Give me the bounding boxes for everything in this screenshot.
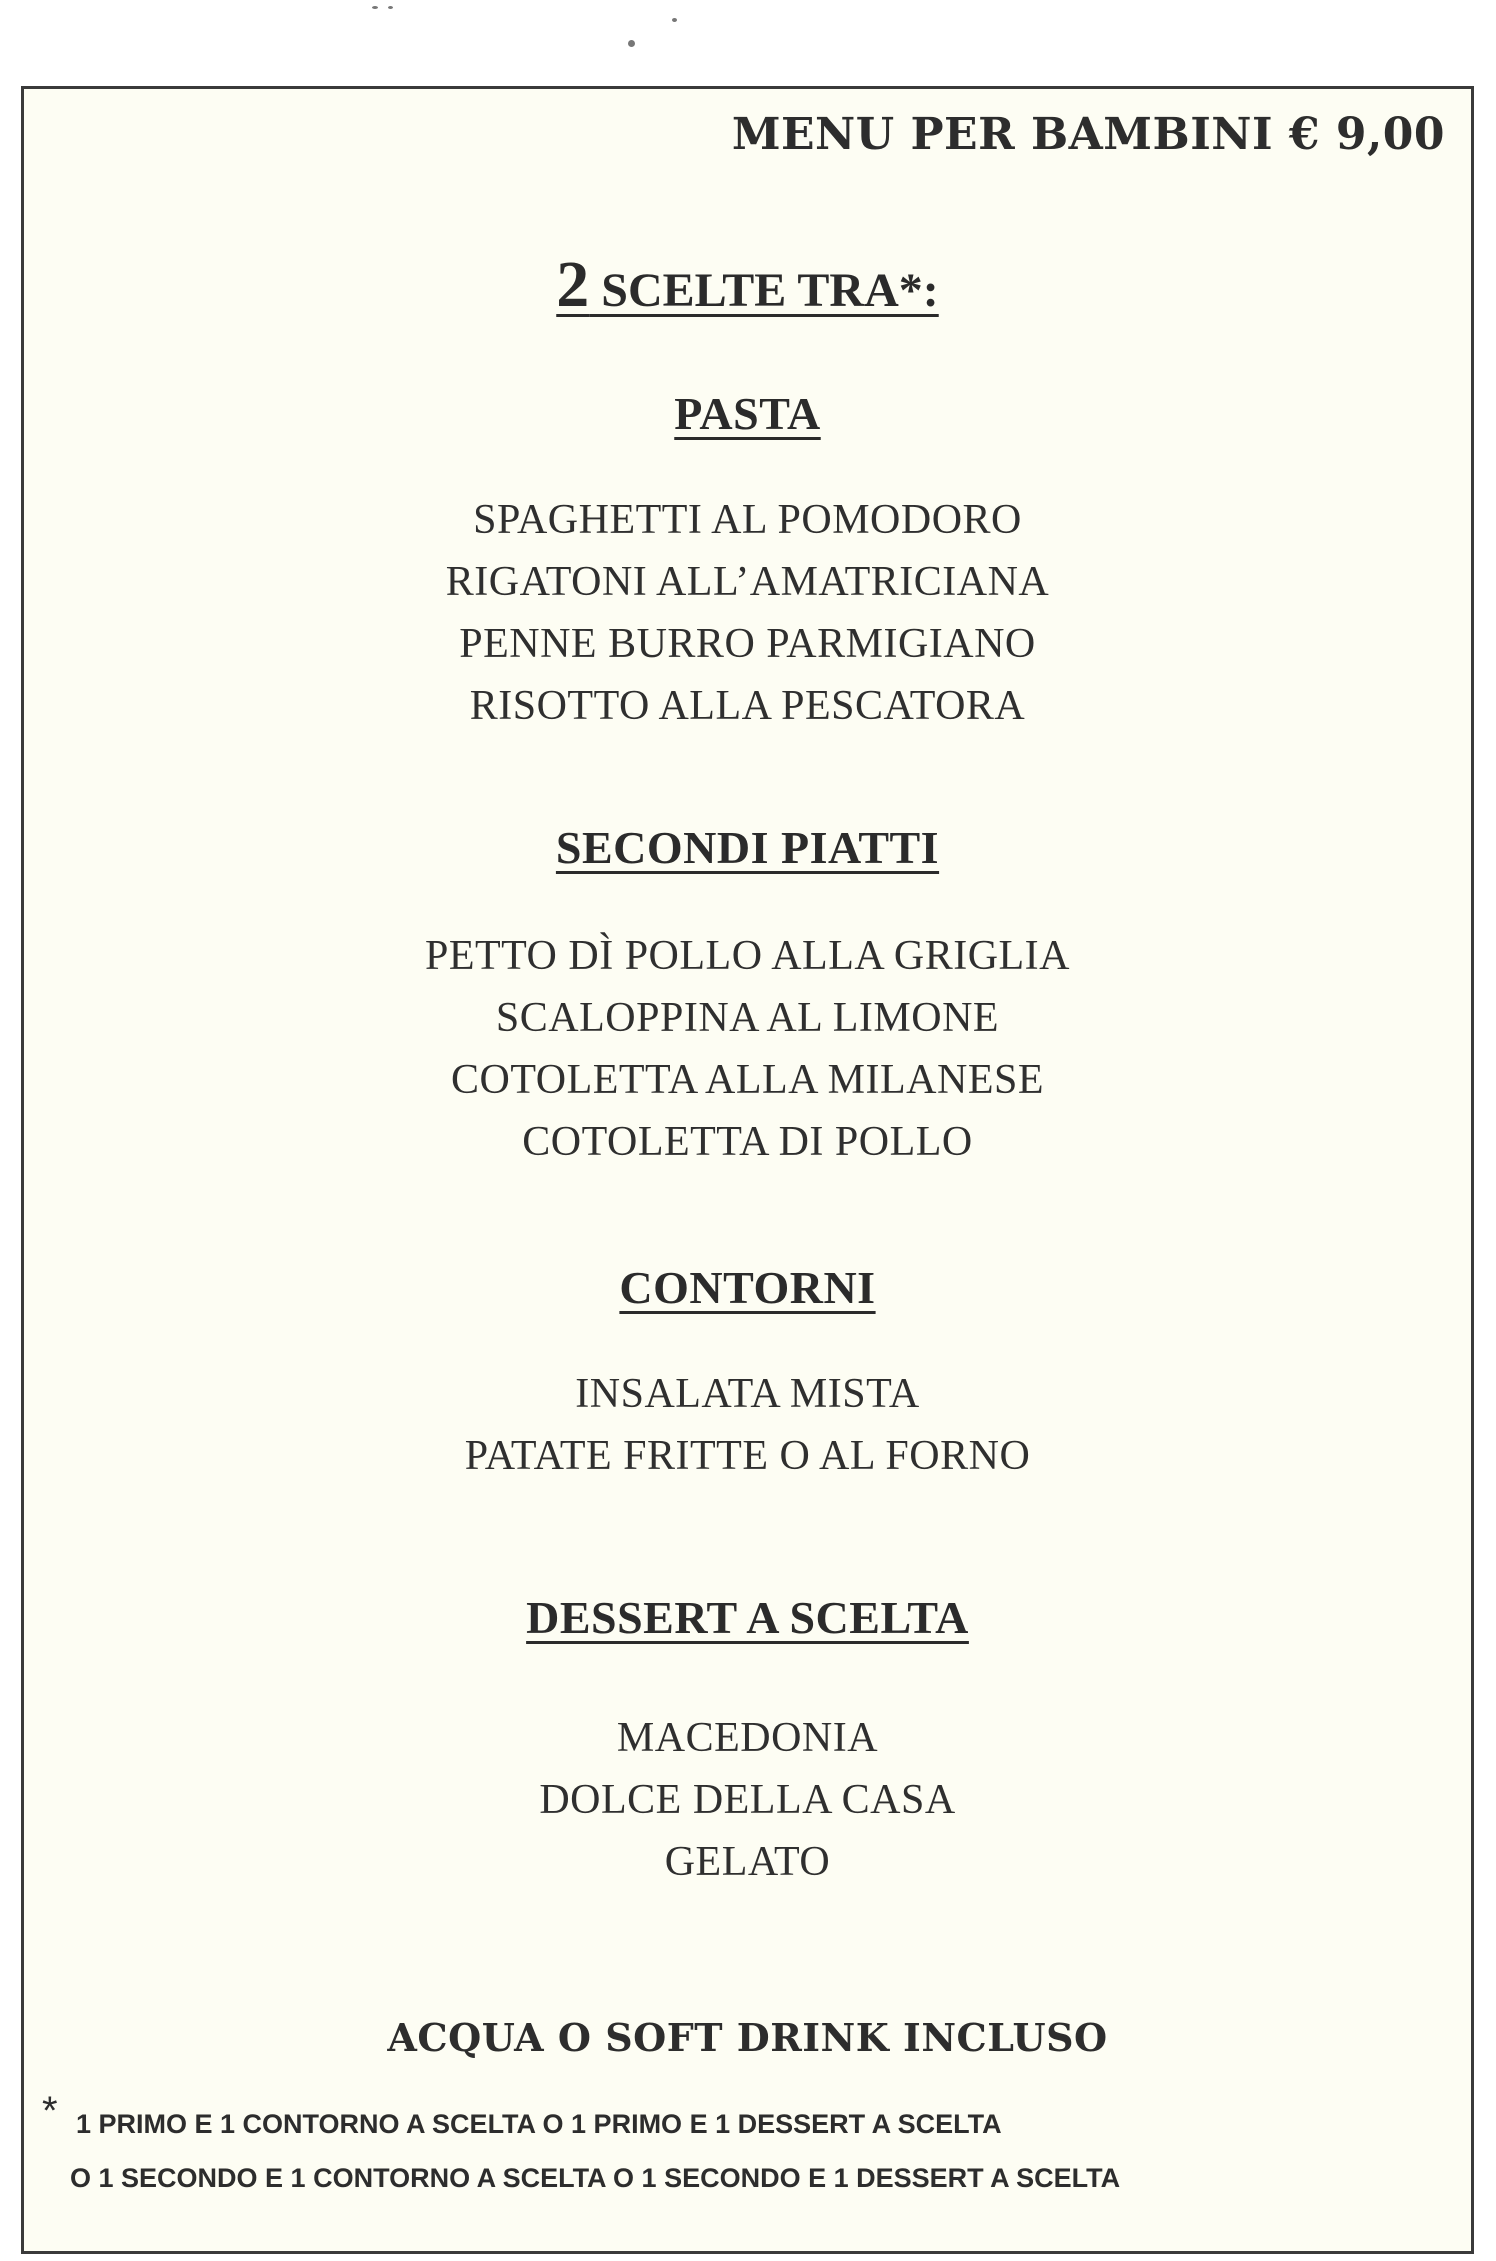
- choice-text: SCELTE TRA*:: [589, 264, 939, 317]
- menu-item: INSALATA MISTA: [575, 1371, 920, 1417]
- menu-item: SCALOPPINA AL LIMONE: [495, 995, 1000, 1041]
- menu-item: PATATE FRITTE O AL FORNO: [464, 1433, 1031, 1479]
- section-heading-secondi: SECONDI PIATTI: [555, 822, 940, 873]
- menu-page: [21, 86, 1474, 2254]
- contorni-list: [24, 1363, 1471, 1487]
- section-heading-dessert: DESSERT A SCELTA: [526, 1592, 969, 1643]
- choice-heading: [24, 247, 1471, 323]
- menu-item: DOLCE DELLA CASA: [539, 1777, 956, 1823]
- menu-item: MACEDONIA: [616, 1715, 879, 1761]
- menu-item: RISOTTO ALLA PESCATORA: [469, 683, 1026, 729]
- menu-item: COTOLETTA DI POLLO: [522, 1119, 973, 1165]
- dessert-list: [24, 1707, 1471, 1893]
- section-heading-contorni: CONTORNI: [619, 1262, 876, 1313]
- menu-item: PETTO DÌ POLLO ALLA GRIGLIA: [424, 933, 1071, 979]
- menu-item: COTOLETTA ALLA MILANESE: [451, 1057, 1044, 1103]
- footnote-line-1: 1 PRIMO E 1 CONTORNO A SCELTA O 1 PRIMO E 1 DESSERT A SCELTA: [76, 2109, 1002, 2139]
- menu-item: GELATO: [664, 1839, 831, 1885]
- menu-item: RIGATONI ALL’AMATRICIANA: [445, 559, 1050, 605]
- section-heading-pasta: PASTA: [674, 388, 821, 439]
- choice-number: 2: [556, 248, 590, 321]
- menu-item: SPAGHETTI AL POMODORO: [473, 497, 1022, 543]
- pasta-list: [24, 489, 1471, 737]
- drinks-included-note: ACQUA O SOFT DRINK INCLUSO: [387, 2015, 1108, 2060]
- footnote-line-2: O 1 SECONDO E 1 CONTORNO A SCELTA O 1 SECONDO E 1 DESSERT A SCELTA: [70, 2163, 1121, 2193]
- secondi-list: [24, 925, 1471, 1173]
- menu-item: PENNE BURRO PARMIGIANO: [459, 621, 1036, 667]
- footnote-marker: *: [42, 2089, 58, 2133]
- menu-title: MENU PER BAMBINI € 9,00: [731, 109, 1445, 160]
